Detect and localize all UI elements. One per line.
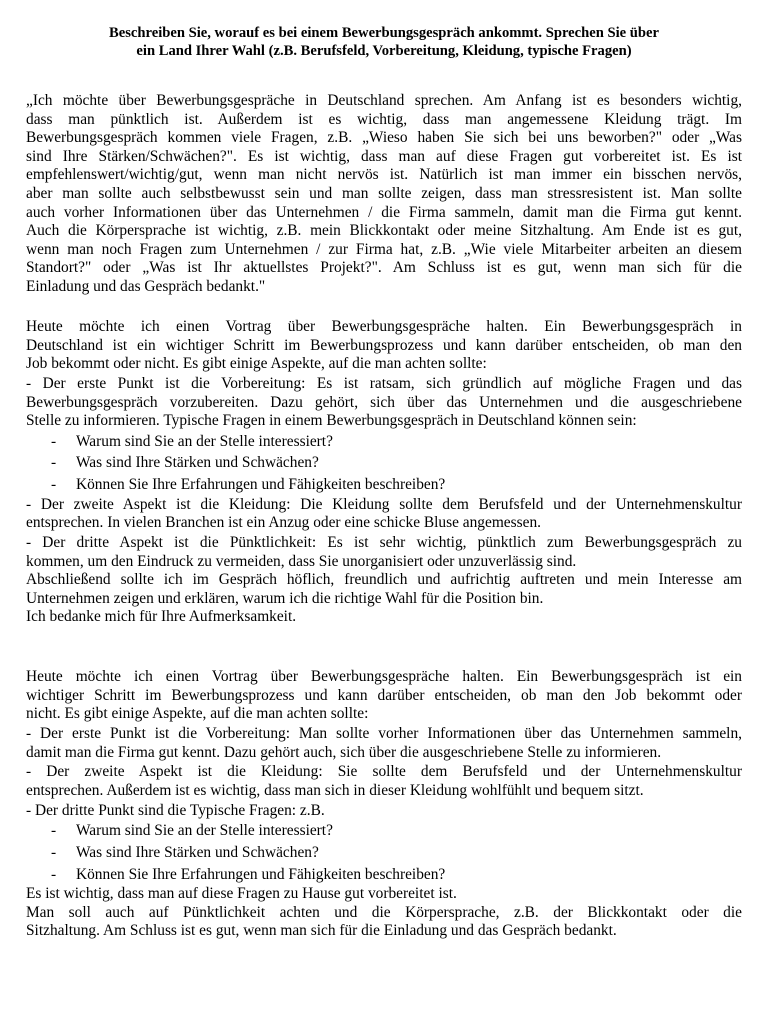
- text-line: empfehlenswert/wichtig/gut, wenn man nicht nervös ist. Natürlich ist man immer ein bisschen nervös,: [26, 166, 742, 184]
- text-line: Man soll auch auf Pünktlichkeit achten und die Körpersprache, z.B. der Blickkontakt oder die: [26, 903, 742, 921]
- page-title: [60, 25, 708, 60]
- title-line-1: Beschreiben Sie, worauf es bei einem Bewerbungsgespräch ankommt. Sprechen Sie über: [109, 25, 659, 41]
- answer-text-2: [26, 318, 742, 627]
- text-line: sind Ihre Stärken/Schwächen?". Es ist wichtig, dass man auf diese Fragen gut vorbereitet ist. Es ist: [26, 147, 742, 165]
- text-line: auch vorher Informationen über das Unternehmen / die Firma sammeln, damit man die Firma gut kennt.: [26, 203, 742, 221]
- text-line: Auch die Körpersprache ist wichtig, z.B. mein Blickkontakt oder meine Sitzhaltung. Am Ende ist es gut,: [26, 222, 742, 240]
- text-line: entsprechen. Außerdem ist es wichtig, dass man sich in dieser Kleidung wohlfühlt und bequem sitzt.: [26, 781, 644, 799]
- list-item: - Was sind Ihre Stärken und Schwächen?: [51, 454, 319, 472]
- answer-text-3: [26, 668, 742, 941]
- text-line: Ich bedanke mich für Ihre Aufmerksamkeit.: [26, 608, 297, 626]
- question-text: Was sind Ihre Stärken und Schwächen?: [76, 454, 319, 472]
- text-line: kommen, um den Eindruck zu vermeiden, dass Sie unorganisiert oder unzuverlässig sind.: [26, 552, 577, 570]
- question-text: Was sind Ihre Stärken und Schwächen?: [76, 843, 319, 861]
- text-line: nicht. Es gibt einige Aspekte, auf die man achten sollte:: [26, 705, 369, 723]
- text-line: wichtiger Schritt im Bewerbungsprozess und kann darüber entscheiden, ob man den Job bekommt oder: [26, 686, 742, 704]
- list-item: - Warum sind Sie an der Stelle interessiert?: [51, 432, 333, 450]
- list-item: - Können Sie Ihre Erfahrungen und Fähigkeiten beschreiben?: [51, 475, 446, 493]
- question-text: Können Sie Ihre Erfahrungen und Fähigkeiten beschreiben?: [76, 865, 446, 883]
- list-item: - Was sind Ihre Stärken und Schwächen?: [51, 843, 319, 861]
- text-line: damit man die Firma gut kennt. Dazu gehört auch, sich über die ausgeschriebene Stelle zu informieren.: [26, 743, 662, 761]
- text-line: Standort?" oder „Was ist Ihr aktuellstes Projekt?". Am Schluss ist es gut, wenn man sich für die: [26, 259, 742, 277]
- list-item: - Warum sind Sie an der Stelle interessiert?: [51, 822, 333, 840]
- text-line: Bewerbungsgespräch kommen viele Fragen, z.B. „Wieso haben Sie sich bei uns beworben?" oder „Was: [26, 129, 742, 147]
- text-line: Deutschland ist ein wichtiger Schritt im Bewerbungsprozess und kann darüber entscheiden, ob man den: [26, 336, 742, 354]
- text-line: Job bekommt oder nicht. Es gibt einige Aspekte, auf die man achten sollte:: [26, 355, 487, 373]
- text-line: entsprechen. In vielen Branchen ist ein Anzug oder eine schicke Bluse angemessen.: [26, 514, 541, 532]
- question-list: [26, 820, 742, 885]
- text-line: - Der zweite Aspekt ist die Kleidung: Die Kleidung sollte dem Berufsfeld und der Unternehmenskultur: [26, 495, 742, 513]
- question-text: Warum sind Sie an der Stelle interessiert?: [76, 432, 333, 450]
- text-line: - Der erste Punkt ist die Vorbereitung: Man sollte vorher Informationen über das Unternehmen sammeln,: [26, 724, 742, 742]
- text-line: Stelle zu informieren. Typische Fragen in einem Bewerbungsgespräch in Deutschland können sein:: [26, 412, 637, 430]
- text-line: Heute möchte ich einen Vortrag über Bewerbungsgespräche halten. Ein Bewerbungsgespräch ist ein: [26, 668, 742, 685]
- title-line-2: ein Land Ihrer Wahl (z.B. Berufsfeld, Vorbereitung, Kleidung, typische Fragen): [136, 42, 632, 59]
- text-line: - Der zweite Aspekt ist die Kleidung: Sie sollte dem Berufsfeld und der Unternehmenskultur: [26, 763, 742, 781]
- text-line: Sitzhaltung. Am Schluss ist es gut, wenn man sich für die Einladung und das Gespräch bedankt.: [26, 922, 617, 940]
- text-line: wenn man noch Fragen zum Unternehmen / zur Firma hat, z.B. „Wie viele Mitarbeiter arbeiten an diesem: [26, 240, 742, 258]
- text-line: aber man sollte auch selbstbewusst sein und man sollte zeigen, dass man stressresistent ist. Man sollte: [26, 184, 742, 202]
- question-list: [26, 431, 742, 496]
- text-line: - Der erste Punkt ist die Vorbereitung: Es ist ratsam, sich gründlich auf mögliche Fragen und das: [26, 374, 742, 392]
- question-text: Können Sie Ihre Erfahrungen und Fähigkeiten beschreiben?: [76, 475, 446, 493]
- text-line: „Ich möchte über Bewerbungsgespräche in Deutschland sprechen. Am Anfang ist es besonders wichtig,: [26, 92, 742, 109]
- text-line: Einladung und das Gespräch bedankt.": [26, 277, 266, 295]
- answer-text-1: [26, 92, 742, 297]
- text-line: - Der dritte Punkt sind die Typische Fragen: z.B.: [26, 801, 325, 819]
- text-line: - Der dritte Aspekt ist die Pünktlichkeit: Es ist sehr wichtig, pünktlich zum Bewerbungsgespräch zu: [26, 533, 742, 551]
- text-line: Abschließend sollte ich im Gespräch höflich, freundlich und aufrichtig auftreten und mein Interesse am: [26, 571, 742, 589]
- list-item: - Können Sie Ihre Erfahrungen und Fähigkeiten beschreiben?: [51, 865, 446, 883]
- text-line: Heute möchte ich einen Vortrag über Bewerbungsgespräche halten. Ein Bewerbungsgespräch in: [26, 318, 742, 335]
- text-line: Es ist wichtig, dass man auf diese Fragen zu Hause gut vorbereitet ist.: [26, 885, 457, 903]
- text-line: Bewerbungsgespräch vorzubereiten. Dazu gehört, sich über das Unternehmen und die ausgeschriebene: [26, 393, 742, 411]
- text-line: Unternehmen zeigen und erklären, warum ich die richtige Wahl für die Position bin.: [26, 589, 544, 607]
- question-text: Warum sind Sie an der Stelle interessiert?: [76, 822, 333, 840]
- text-line: dass man pünktlich ist. Außerdem ist es wichtig, dass man angemessene Kleidung trägt. Im: [26, 110, 742, 128]
